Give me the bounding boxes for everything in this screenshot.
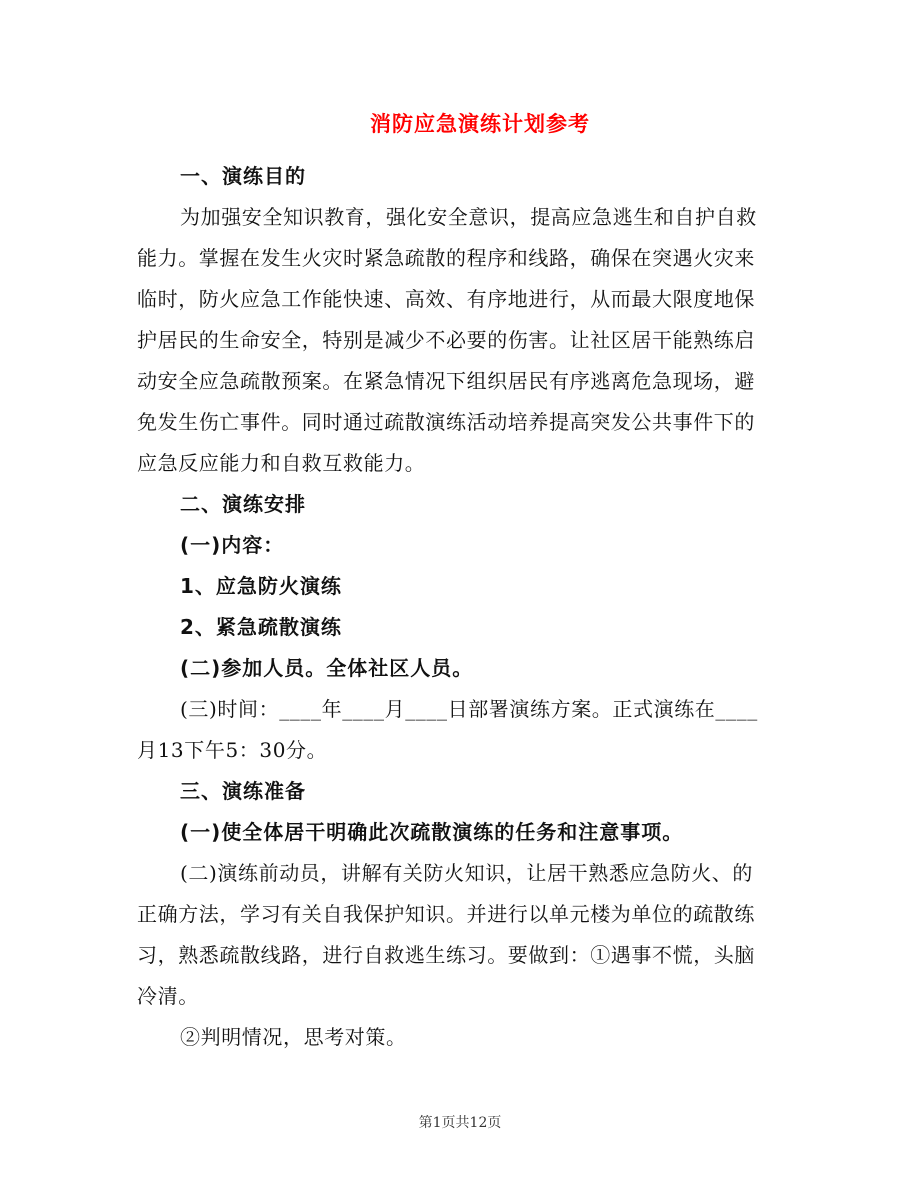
paragraph-line: 免发生伤亡事件。同时通过疏散演练活动培养提高突发公共事件下的 bbox=[137, 410, 755, 434]
list-item: 1、应急防火演练 bbox=[180, 574, 342, 598]
paragraph-line: 正确方法，学习有关自我保护知识。并进行以单元楼为单位的疏散练 bbox=[137, 902, 755, 926]
paragraph-line-time: (三)时间：____年____月____日部署演练方案。正式演练在____ bbox=[180, 697, 758, 721]
paragraph-line: (二)演练前动员，讲解有关防火知识，让居干熟悉应急防火、的 bbox=[180, 861, 754, 885]
paragraph-line: 动安全应急疏散预案。在紧急情况下组织居民有序逃离危急现场，避 bbox=[137, 369, 755, 393]
paragraph-line: 习，熟悉疏散线路，进行自救逃生练习。要做到：①遇事不慌，头脑 bbox=[137, 943, 755, 967]
section-heading-preparation: 三、演练准备 bbox=[180, 779, 306, 803]
document-title: 消防应急演练计划参考 bbox=[370, 112, 590, 136]
paragraph-line: 能力。掌握在发生火灾时紧急疏散的程序和线路，确保在突遇火灾来 bbox=[137, 246, 755, 270]
section-heading-arrangement: 二、演练安排 bbox=[180, 492, 306, 516]
paragraph-line: 临时，防火应急工作能快速、高效、有序地进行，从而最大限度地保 bbox=[137, 287, 755, 311]
paragraph-line: 冷清。 bbox=[137, 984, 199, 1008]
subheading-participants: (二)参加人员。全体社区人员。 bbox=[180, 656, 474, 680]
subheading-content: (一)内容： bbox=[180, 533, 285, 557]
subheading-task: (一)使全体居干明确此次疏散演练的任务和注意事项。 bbox=[180, 820, 684, 844]
section-heading-purpose: 一、演练目的 bbox=[180, 164, 306, 188]
list-item: 2、紧急疏散演练 bbox=[180, 615, 342, 639]
page-number: 第1页共12页 bbox=[418, 1115, 502, 1131]
paragraph-line: 为加强安全知识教育，强化安全意识，提高应急逃生和自护自救 bbox=[180, 205, 757, 229]
document-body bbox=[137, 156, 774, 1058]
paragraph-line-time: 月13下午5：30分。 bbox=[137, 738, 328, 762]
paragraph-line: 应急反应能力和自救互救能力。 bbox=[137, 451, 426, 475]
paragraph-line: 护居民的生命安全，特别是减少不必要的伤害。让社区居干能熟练启 bbox=[137, 328, 755, 352]
paragraph-line: ②判明情况，思考对策。 bbox=[180, 1025, 407, 1049]
